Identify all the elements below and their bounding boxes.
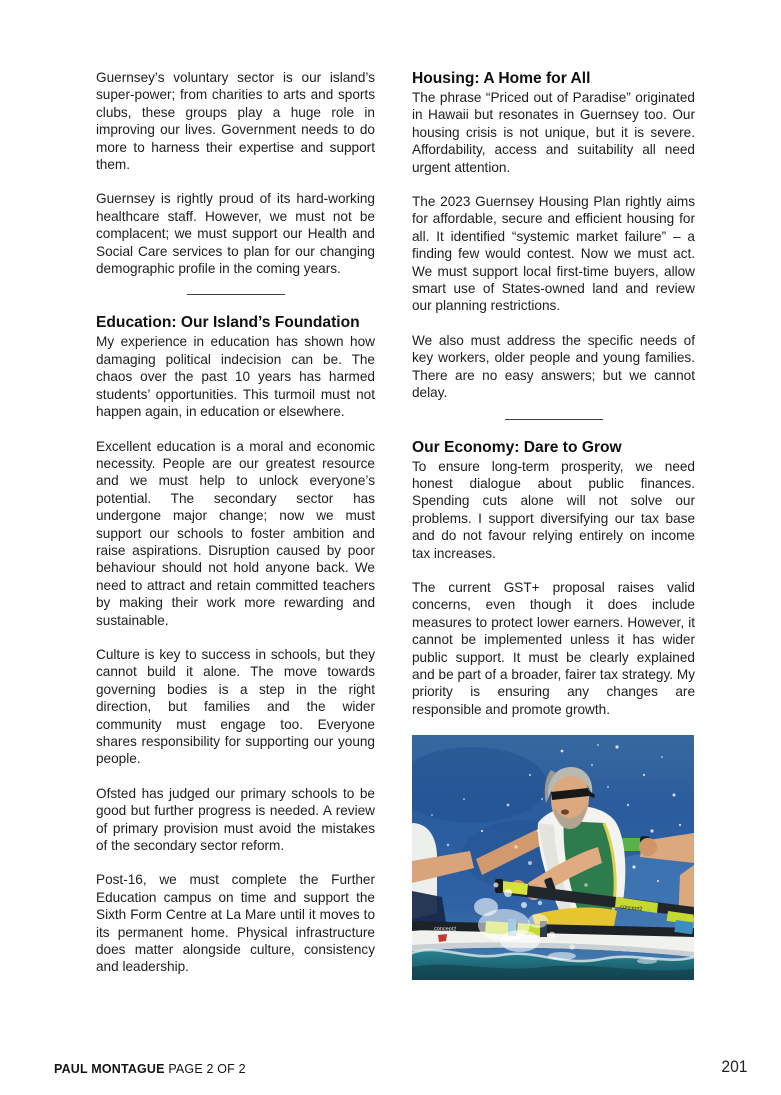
paragraph-economy-2: The current GST+ proposal raises valid concerns, even though it does include measures to protect lower earners. However, it cannot be implemented unless it has wider public support. It must be clearly explained and be part of a broader, fairer tax strategy. My priority is ensuring any changes are responsible and promote growth. [412,579,695,717]
footer-page-label: PAGE 2 OF 2 [164,1061,246,1076]
paragraph-voluntary-sector: Guernsey’s voluntary sector is our island’s super-power; from charities to arts and sports clubs, these groups play a huge role in improving our lives. Government needs to do more to harness their expertise and support them. [96,70,375,173]
right-column [412,69,695,980]
paragraph-education-2: Excellent education is a moral and economic necessity. People are our greatest resource and we must help to unlock everyone’s potential. The secondary sector has undergone major change; now we must support our schools to foster ambition and raise aspirations. Disruption caused by poor behaviour should not hold anyone back. We need to attract and retain committed teachers by making their work more rewarding and sustainable. [96,438,375,628]
paragraph-housing-3: We also must address the specific needs of key workers, older people and young families. There are no easy answers; but we cannot delay. [412,332,695,401]
paragraph-education-1: My experience in education has shown how damaging political indecision can be. The chaos over the past 10 years has harmed students’ opportunities. This turmoil must not happen again, in education or elsewhere. [96,334,375,420]
oar-brand-text: concept2 [619,904,643,913]
paragraph-education-3: Culture is key to success in schools, but they cannot build it alone. The move towards governing bodies is a step in the right direction, but families and the wider community must engage too. Everyone shares responsibility for supporting our young people. [96,646,375,767]
footer-author-line [54,1061,246,1076]
footer-page-number: 201 [721,1058,748,1076]
oar-brand-text: concept2 [433,926,457,933]
footer-author-name: PAUL MONTAGUE [54,1061,165,1076]
paragraph-education-5: Post-16, we must complete the Further Education campus on time and support the Sixth Form Centre at La Mare until it moves to its permanent home. Physical infrastructure does matter alongside culture, consistency and leadership. [96,872,375,975]
section-divider [505,419,603,420]
paragraph-housing-1: The phrase “Priced out of Paradise” originated in Hawaii but resonates in Guernsey too. Our housing crisis is not unique, but it is severe. Affordability, access and suitability all need urgent attention. [412,90,695,175]
heading-housing: Housing: A Home for All [412,70,591,87]
heading-economy: Our Economy: Dare to Grow [412,438,622,456]
section-divider [187,294,285,295]
paragraph-housing-2: The 2023 Guernsey Housing Plan rightly aims for affordable, secure and efficient housing for all. It identified “systemic market failure” – a finding few would contest. Now we must act. We must support local first-time buyers, allow smart use of States-owned land and review our planning restrictions. [412,194,695,314]
paragraph-economy-1: To ensure long-term prosperity, we need honest dialogue about public finances. Spending cuts alone will not solve our problems. I support diversifying our tax base and do not favour relying entirely on income tax increases. [412,458,695,561]
rowing-crew-photo [412,735,694,980]
heading-education: Education: Our Island’s Foundation [96,314,360,332]
two-column-layout [96,69,695,980]
paragraph-healthcare: Guernsey is rightly proud of its hard-working healthcare staff. However, we must not be complacent; we must support our Health and Social Care services to plan for our changing demographic profile in the coming years. [96,191,375,277]
paragraph-education-4: Ofsted has judged our primary schools to be good but further progress is needed. A review of primary provision must avoid the mistakes of the secondary sector reform. [96,785,375,854]
left-column [96,69,375,980]
